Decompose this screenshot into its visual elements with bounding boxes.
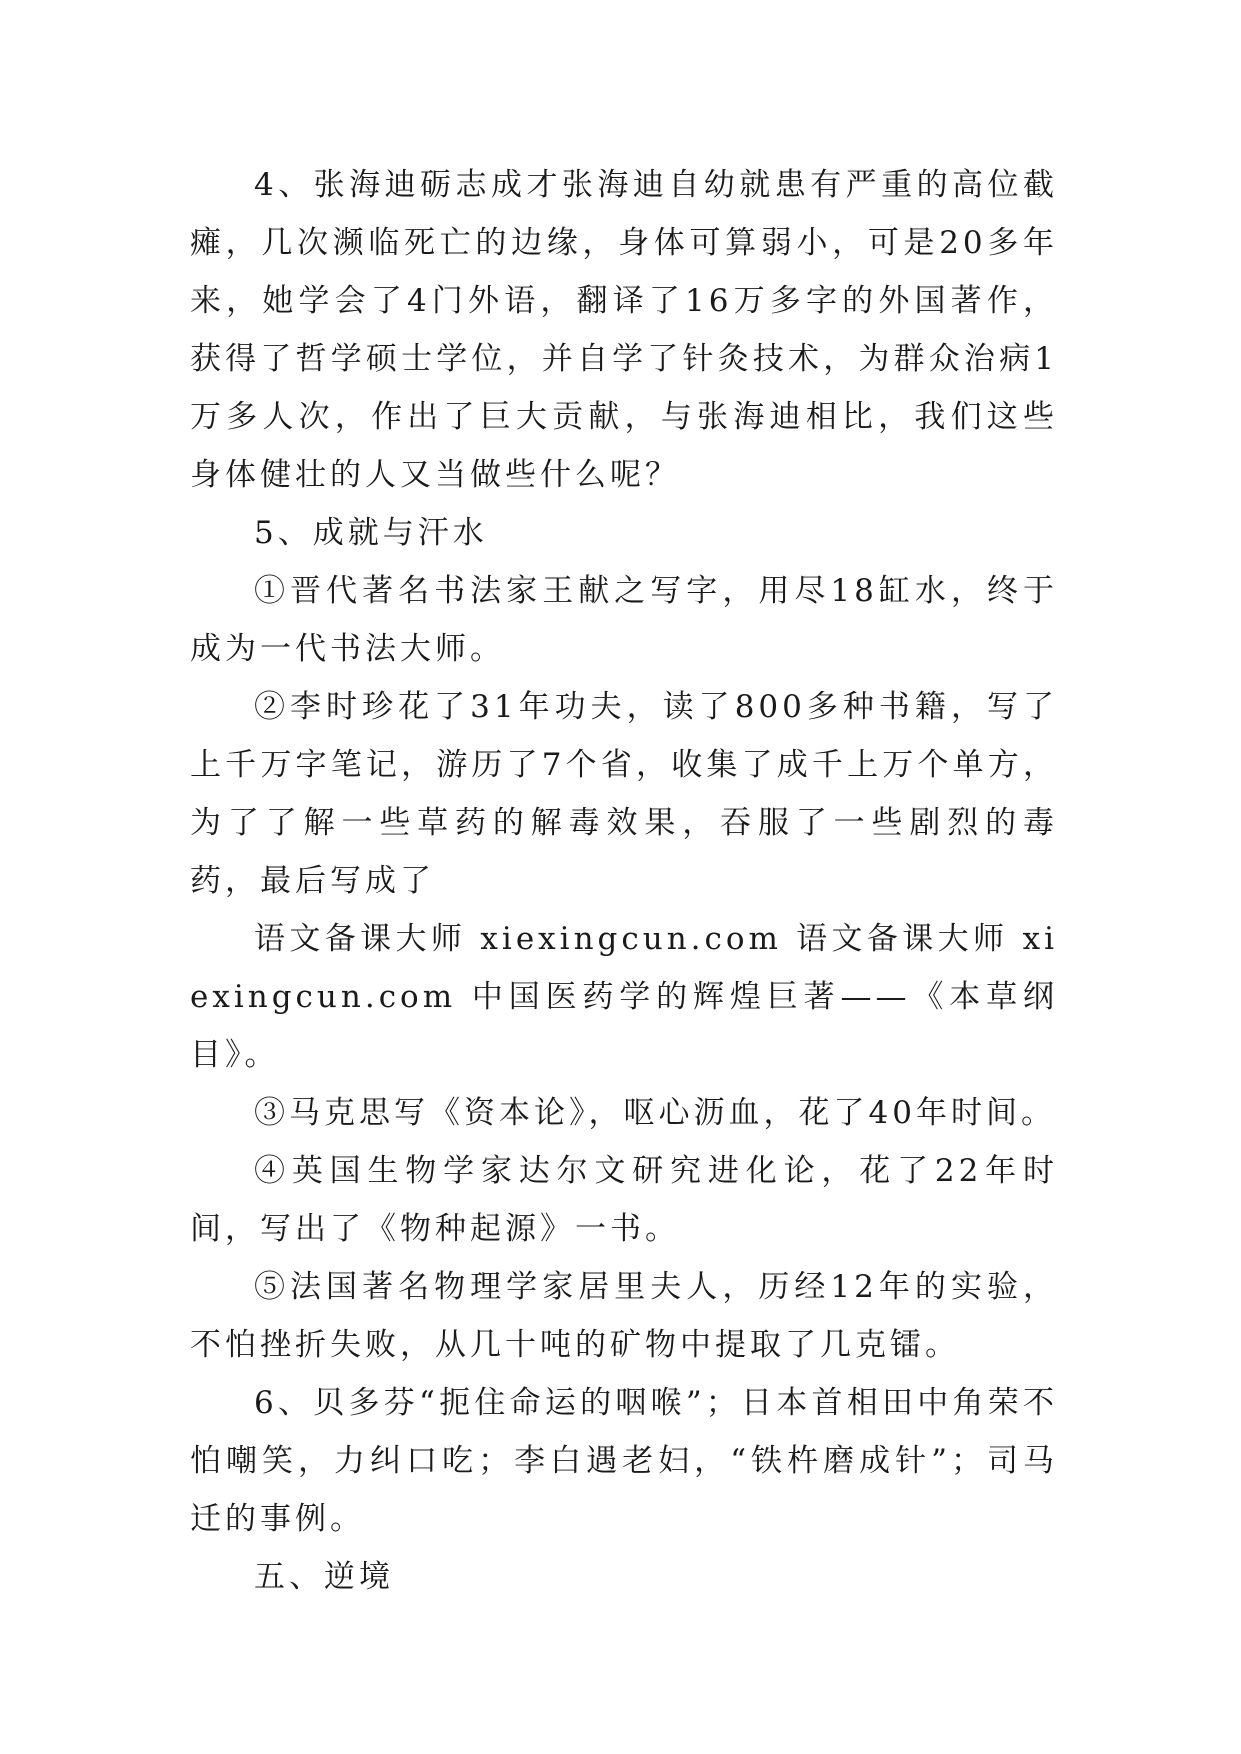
paragraph-darwin: ④英国生物学家达尔文研究进化论，花了22年时间，写出了《物种起源》一书。 xyxy=(190,1153,1058,1247)
paragraph-curie: ⑤法国著名物理学家居里夫人，历经12年的实验，不怕挫折失败，从几十吨的矿物中提取了几克镭。 xyxy=(190,1269,1058,1363)
paragraph-li-shizhen: ②李时珍花了31年功夫，读了800多种书籍，写了上千万字笔记，游历了7个省，收集了成千上万个单方，为了了解一些草药的解毒效果，吞服了一些剧烈的毒药，最后写成了 xyxy=(190,689,1058,899)
paragraph-heading-achievement-and-sweat: 5、成就与汗水 xyxy=(254,515,488,551)
paragraph-wang-xianzhi: ①晋代著名书法家王献之写字，用尽18缸水，终于成为一代书法大师。 xyxy=(190,573,1058,667)
paragraph-marx: ③马克思写《资本论》，呕心沥血，花了40年时间。 xyxy=(254,1095,1056,1131)
section-heading-adversity: 五、逆境 xyxy=(254,1559,394,1595)
paragraph-examples: 6、贝多芬“扼住命运的咽喉”；日本首相田中角荣不怕嘲笑，力纠口吃；李白遇老妇，“铁杵磨成针”；司马迁的事例。 xyxy=(190,1385,1058,1537)
paragraph-watermark-bencao-gangmu: 语文备课大师 xiexingcun.com 语文备课大师 xiexingcun.com 中国医药学的辉煌巨著——《本草纲目》。 xyxy=(190,921,1058,1073)
paragraph-zhang-haidi: 4、张海迪砺志成才张海迪自幼就患有严重的高位截瘫，几次濒临死亡的边缘，身体可算弱小，可是20多年来，她学会了4门外语，翻译了16万多字的外国著作，获得了哲学硕士学位，并自学了针灸技术，为群众治病1万多人次，作出了巨大贡献，与张海迪相比，我们这些身体健壮的人又当做些什么呢？ xyxy=(190,167,1058,493)
body-text xyxy=(190,156,1058,1606)
